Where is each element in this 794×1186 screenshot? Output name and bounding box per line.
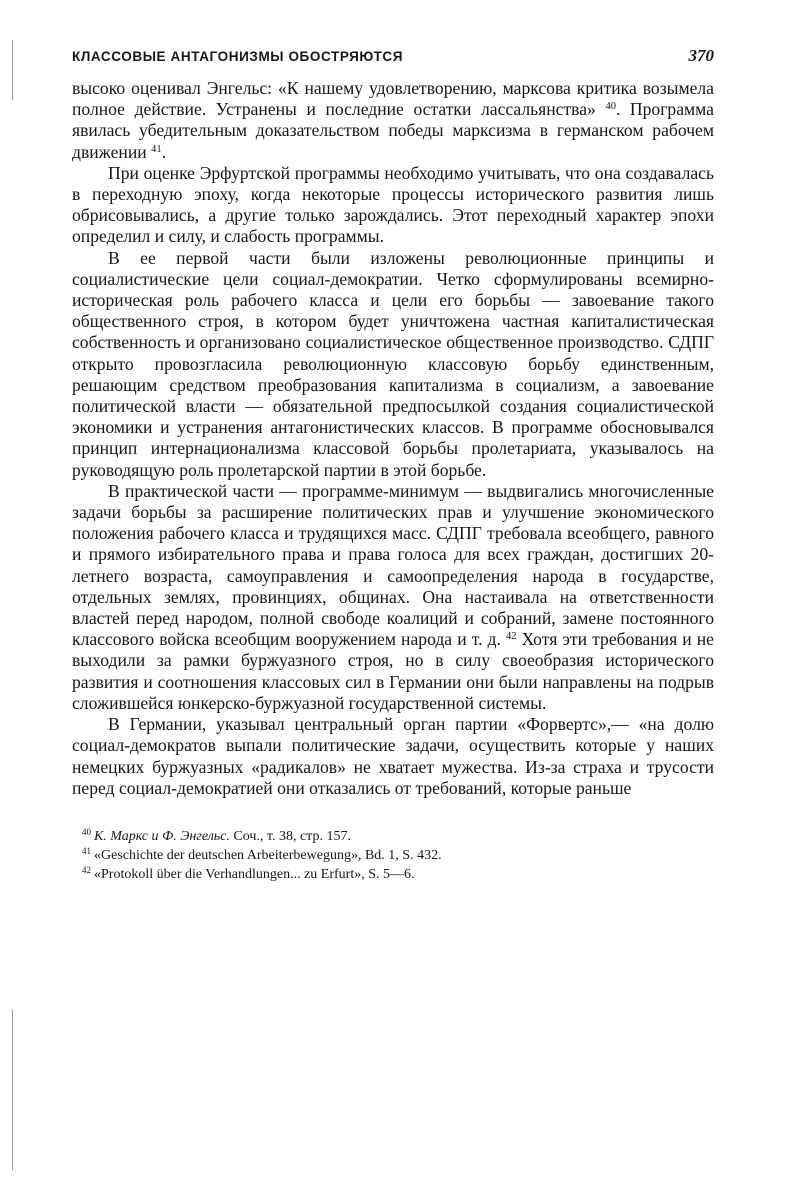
paragraph-text: .	[161, 141, 166, 162]
paragraph-1	[72, 78, 714, 163]
main-text	[72, 78, 714, 799]
footnote-text: «Protokoll über die Verhandlungen... zu Erfurt», S. 5—6.	[94, 866, 415, 882]
margin-mark-bottom	[12, 1010, 13, 1170]
footnote-ref-42[interactable]: 42	[506, 631, 517, 643]
footnote-ref-41[interactable]: 41	[151, 143, 162, 155]
footnote-42	[82, 865, 714, 884]
paragraph-3: В ее первой части были изложены революционные принципы и социалистические цели социал-демократии. Четко сформулированы всемирно-историческая роль рабочего класса и цели его борьбы — завоевание такого общественного строя, в котором будет уничтожена частная капиталистическая собственность и организовано социалистическое общественное производство. СДПГ открыто провозгласила революционную классовую борьбу единственным, решающим средством преобразования капитализма в социализм, а завоевание политической власти — обязательной предпосылкой создания социалистической экономики и устранения антагонистических классов. В программе обосновывался принцип интернационализма классовой борьбы пролетариата, указывалось на руководящую роль пролетарской партии в этой борьбе.	[72, 247, 714, 480]
footnote-text: Соч., т. 38, стр. 157.	[229, 828, 351, 844]
paragraph-2: При оценке Эрфуртской программы необходимо учитывать, что она создавалась в переходную эпоху, когда некоторые процессы исторического развития лишь обрисовывались, а другие только зарождались. Этот переходный характер эпохи определил и силу, и слабость программы.	[72, 162, 714, 247]
paragraph-text: Хотя эти требования и не выходили за рамки буржуазного строя, но в силу своеобразия исторического развития и соотношения классовых сил в Германии они были направлены на подрыв сложившейся юнкерско-буржуазной государственной системы.	[72, 629, 714, 713]
footnote-text: «Geschichte der deutschen Arbeiterbewegung», Bd. 1, S. 432.	[94, 847, 442, 863]
footnote-ref-40[interactable]: 40	[605, 101, 616, 113]
footnote-number: 40	[82, 826, 91, 837]
footnote-author: К. Маркс и Ф. Энгельс.	[94, 828, 230, 844]
footnote-number: 41	[82, 845, 91, 856]
paragraph-text: В практической части — программе-минимум — выдвигались многочисленные задачи борьбы за расширение политических прав и улучшение экономического положения рабочего класса и трудящихся масс. СДПГ требовала всеобщего, равного и прямого избирательного права и права голоса для всех граждан, достигших 20-летнего возраста, самоуправления и самоопределения народа в государстве, отдельных землях, провинциях, общинах. Она настаивала на ответственности властей перед народом, полной свободе коалиций и собраний, замене постоянного классового войска всеобщим вооружением народа и т. д.	[72, 480, 714, 650]
page-header	[72, 46, 714, 78]
footnote-number: 42	[82, 864, 91, 875]
paragraph-4	[72, 481, 714, 714]
footnotes	[72, 827, 714, 884]
page-number: 370	[688, 46, 714, 65]
book-page	[72, 46, 714, 884]
footnote-41	[82, 846, 714, 865]
footnote-40	[82, 827, 714, 846]
paragraph-text: высоко оценивал Энгельс: «К нашему удовлетворению, марксова критика возымела полное действие. Устранены и последние остатки лассальянства»	[72, 78, 714, 120]
margin-mark-top	[12, 40, 13, 100]
paragraph-text: . Программа явилась убедительным доказательством победы марксизма в германском рабочем движении	[72, 99, 714, 162]
paragraph-5: В Германии, указывал центральный орган партии «Форвертс»,— «на долю социал-демократов выпали политические задачи, осуществить которые у наших немецких буржуазных «радикалов» не хватает мужества. Из-за страха и трусости перед социал-демократией они отказались от требований, которые раньше	[72, 714, 714, 798]
running-title: КЛАССОВЫЕ АНТАГОНИЗМЫ ОБОСТРЯЮТСЯ	[72, 49, 404, 64]
